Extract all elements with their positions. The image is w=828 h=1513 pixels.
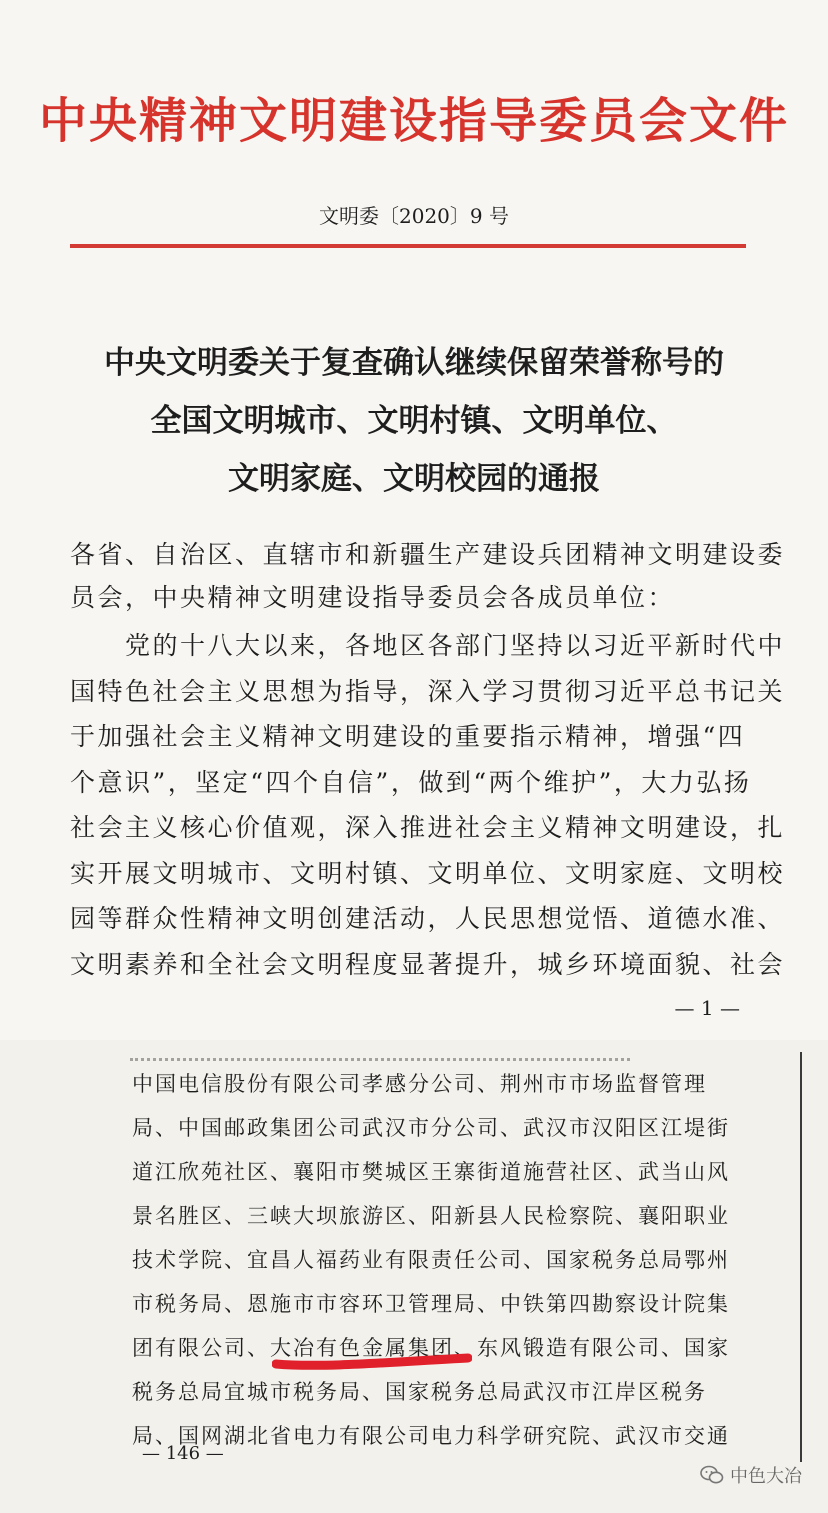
body-line: 园等群众性精神文明创建活动，人民思想觉悟、道德水准、 bbox=[70, 904, 786, 933]
body-line: 社会主义核心价值观，深入推进社会主义精神文明建设，扎 bbox=[70, 813, 786, 842]
document-header-title: 中央精神文明建设指导委员会文件 bbox=[38, 93, 789, 149]
watermark-text: 中色大冶 bbox=[730, 1466, 802, 1487]
page-number-1: — 1 — bbox=[674, 996, 740, 1020]
list-line: 技术学院、宜昌人福药业有限责任公司、国家税务总局鄂州 bbox=[132, 1248, 730, 1272]
page-number-146: — 146 — bbox=[142, 1443, 224, 1464]
body-line: 于加强社会主义精神文明建设的重要指示精神，增强“四 bbox=[70, 722, 746, 751]
addressee bbox=[70, 533, 786, 619]
title-line: 全国文明城市、文明村镇、文明单位、 bbox=[150, 403, 678, 439]
cut-off-text-line bbox=[130, 1050, 630, 1061]
title-line: 文明家庭、文明校园的通报 bbox=[228, 461, 600, 497]
body-line: 个意识”，坚定“四个自信”，做到“两个维护”，大力弘扬 bbox=[70, 767, 752, 797]
page-edge-line bbox=[800, 1052, 802, 1462]
list-line: 团有限公司、大冶有色金属集团、东风锻造有限公司、国家 bbox=[132, 1336, 730, 1360]
unit-list bbox=[132, 1062, 772, 1458]
list-line: 中国电信股份有限公司孝感分公司、荆州市市场监督管理 bbox=[132, 1072, 707, 1096]
body-line: 国特色社会主义思想为指导，深入学习贯彻习近平总书记关 bbox=[70, 676, 786, 706]
body-line: 实开展文明城市、文明村镇、文明单位、文明家庭、文明校 bbox=[70, 858, 786, 888]
account-watermark bbox=[700, 1462, 802, 1488]
body-paragraph bbox=[70, 623, 786, 987]
body-line: 文明素养和全社会文明程度显著提升，城乡环境面貌、社会 bbox=[70, 949, 786, 979]
red-header-rule bbox=[70, 244, 746, 248]
body-line: 党的十八大以来，各地区各部门坚持以习近平新时代中 bbox=[70, 631, 786, 660]
list-line: 税务总局宜城市税务局、国家税务总局武汉市江岸区税务 bbox=[132, 1380, 707, 1404]
list-line: 局、中国邮政集团公司武汉市分公司、武汉市汉阳区江堤街 bbox=[132, 1116, 730, 1140]
addressee-line: 员会，中央精神文明建设指导委员会各成员单位： bbox=[70, 583, 676, 612]
list-line: 道江欣苑社区、襄阳市樊城区王寨街道施营社区、武当山风 bbox=[132, 1160, 730, 1184]
addressee-line: 各省、自治区、直辖市和新疆生产建设兵团精神文明建设委 bbox=[70, 540, 786, 569]
wechat-icon bbox=[700, 1465, 724, 1485]
document-number: 文明委〔2020〕9 号 bbox=[319, 204, 509, 228]
title-line: 中央文明委关于复查确认继续保留荣誉称号的 bbox=[104, 345, 724, 381]
list-line: 景名胜区、三峡大坝旅游区、阳新县人民检察院、襄阳职业 bbox=[132, 1204, 730, 1228]
document-title bbox=[0, 334, 828, 508]
list-line: 局、国网湖北省电力有限公司电力科学研究院、武汉市交通 bbox=[132, 1424, 730, 1448]
list-line: 市税务局、恩施市市容环卫管理局、中铁第四勘察设计院集 bbox=[132, 1292, 730, 1316]
red-highlight-underline bbox=[272, 1352, 472, 1372]
